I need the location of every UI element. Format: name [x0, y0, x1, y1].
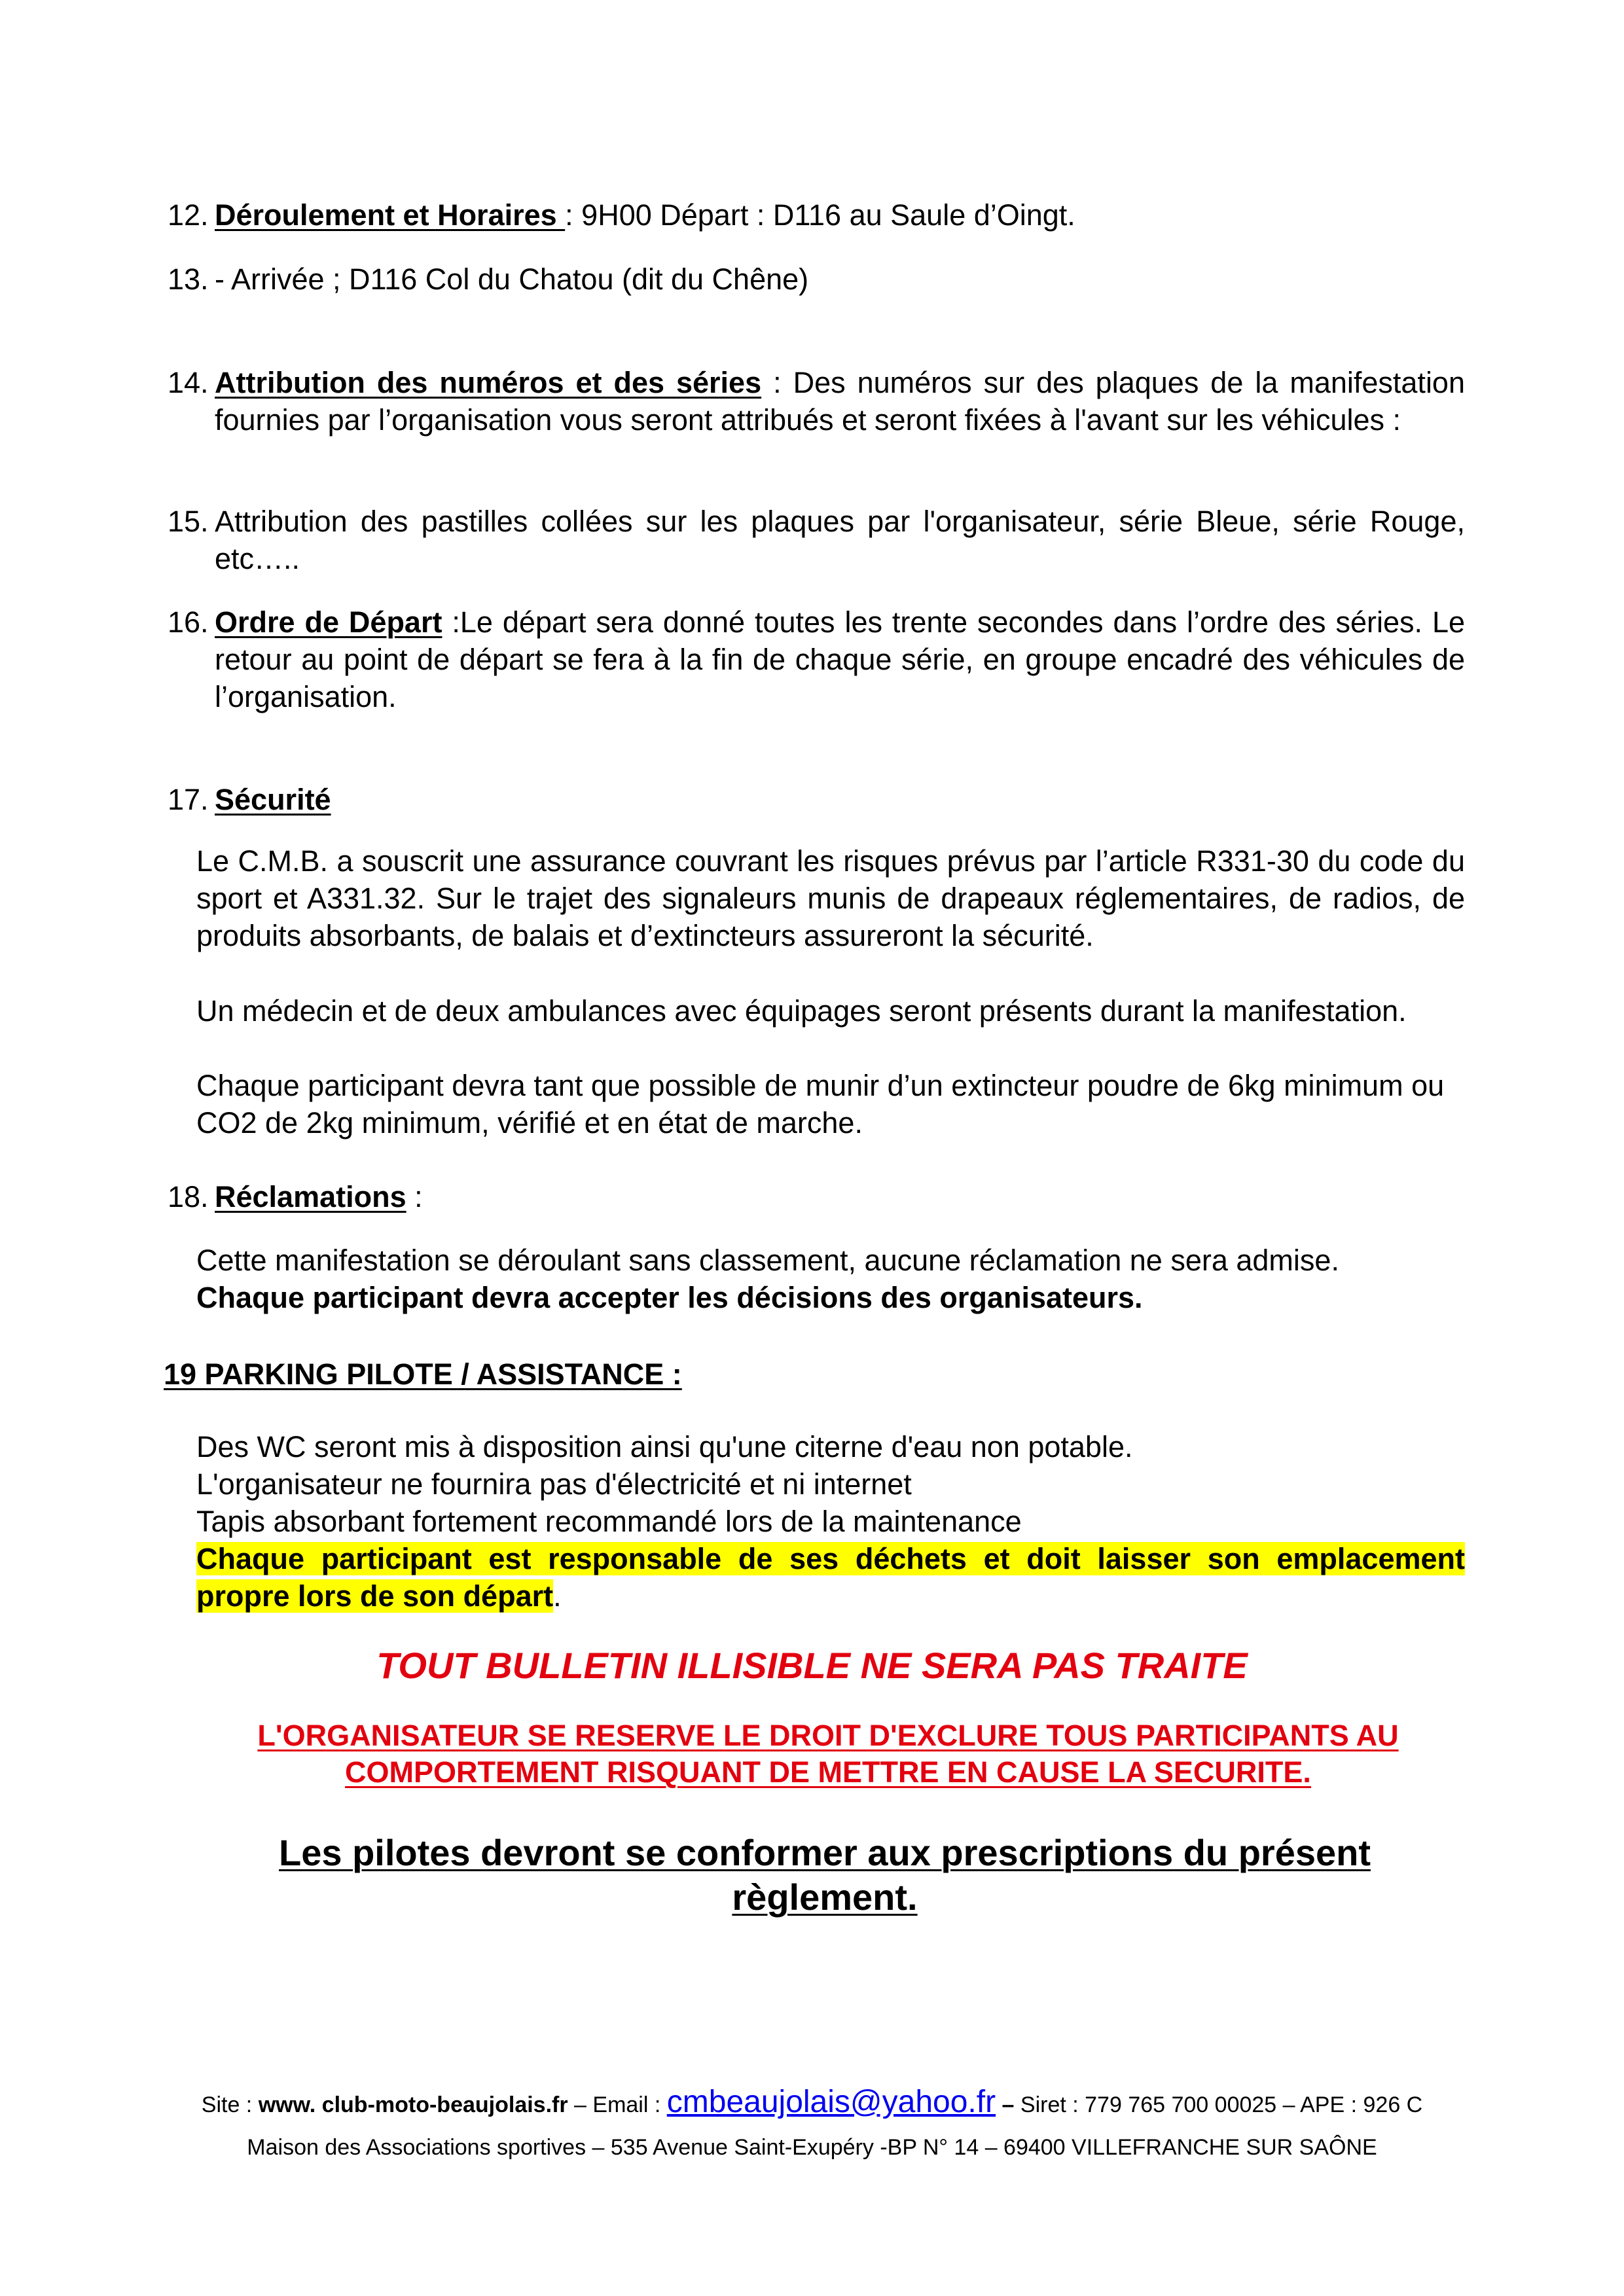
reclamations-bold-line	[196, 1279, 1465, 1316]
item-number: 17.	[168, 783, 209, 816]
item-heading: Attribution des numéros et des séries	[215, 366, 762, 399]
securite-paragraph-2: Un médecin et de deux ambulances avec équipages seront présents durant la manifestation.	[196, 994, 1407, 1028]
item-heading: Déroulement et Horaires	[215, 198, 566, 232]
securite-paragraph-1: Le C.M.B. a souscrit une assurance couvrant les risques prévus par l’article R331-30 du code du sport et A331.32. Sur le trajet des signaleurs munis de drapeaux réglementaires, de radios, de produits absorbants, de balais et d’extincteurs assureront la sécurité.	[196, 844, 1465, 952]
highlight-end: .	[553, 1579, 562, 1613]
email-label: – Email :	[568, 2092, 667, 2117]
item-number: 18.	[168, 1180, 209, 1213]
email-link[interactable]: cmbeaujolais@yahoo.fr	[666, 2085, 996, 2119]
conformity-notice: Les pilotes devront se conformer aux prescriptions du présent règlement.	[279, 1832, 1371, 1918]
item-number: 12.	[168, 198, 209, 232]
item-number: 13.	[168, 262, 209, 296]
highlighted-text: Chaque participant est responsable de ses déchets et doit laisser son emplacement propre lors de son départ	[196, 1542, 1465, 1613]
securite-paragraph-3: Chaque participant devra tant que possible de munir d’un extincteur poudre de 6kg minimum ou CO2 de 2kg minimum, vérifié et en état de marche.	[196, 1069, 1445, 1139]
siret-separator: –	[996, 2092, 1020, 2117]
item-heading: Sécurité	[215, 783, 331, 816]
item-text: : Des numéros sur des plaques de la manifestation fournies par l’organisation vous seront attribués et seront fixées à l'avant sur les véhicules :	[215, 366, 1465, 437]
item-text: : 9H00 Départ : D116 au Saule d’Oingt.	[565, 198, 1075, 232]
item-number: 16.	[168, 605, 209, 639]
reclamations-bold-text: Chaque participant devra accepter les décisions des organisateurs.	[196, 1281, 1143, 1314]
footer-address: Maison des Associations sportives – 535 Avenue Saint-Exupéry -BP N° 14 – 69400 VILLEFRANCHE SUR SAÔNE	[247, 2135, 1377, 2160]
item-heading: Ordre de Départ	[215, 605, 442, 639]
item-number: 14.	[168, 366, 209, 399]
parking-heading	[164, 1355, 682, 1393]
site-label: Site :	[201, 2092, 259, 2117]
reclamations-paragraph: Cette manifestation se déroulant sans classement, aucune réclamation ne sera admise.	[196, 1244, 1339, 1277]
exclusion-notice: L'ORGANISATEUR SE RESERVE LE DROIT D'EXCLURE TOUS PARTICIPANTS AU COMPORTEMENT RISQUANT DE METTRE EN CAUSE LA SECURITE.	[257, 1719, 1399, 1789]
siret-ape: Siret : 779 765 700 00025 – APE : 926 C	[1020, 2092, 1423, 2117]
item-text: :Le départ sera donné toutes les trente secondes dans l’ordre des séries. Le retour au point de départ se fera à la fin de chaque série, en groupe encadré des véhicules de l’organisation.	[215, 605, 1465, 713]
parking-line-3: Tapis absorbant fortement recommandé lors de la maintenance	[196, 1505, 1022, 1538]
site-link[interactable]: www. club-moto-beaujolais.fr	[258, 2092, 568, 2117]
item-text: :	[406, 1180, 423, 1213]
parking-heading-text: 19 PARKING PILOTE / ASSISTANCE :	[164, 1357, 682, 1391]
item-heading: Réclamations	[215, 1180, 406, 1213]
item-number: 15.	[168, 505, 209, 538]
parking-line-1: Des WC seront mis à disposition ainsi qu'une citerne d'eau non potable.	[196, 1430, 1133, 1463]
parking-line-2: L'organisateur ne fournira pas d'électricité et ni internet	[196, 1467, 912, 1501]
parking-highlight-paragraph	[196, 1540, 1465, 1615]
footer-contact-line	[0, 2084, 1624, 2120]
item-text: Attribution des pastilles collées sur les plaques par l'organisateur, série Bleue, série Rouge, etc…..	[215, 505, 1465, 575]
bulletin-notice: TOUT BULLETIN ILLISIBLE NE SERA PAS TRAITE	[376, 1645, 1248, 1686]
item-text: - Arrivée ; D116 Col du Chatou (dit du Chêne)	[215, 262, 809, 296]
